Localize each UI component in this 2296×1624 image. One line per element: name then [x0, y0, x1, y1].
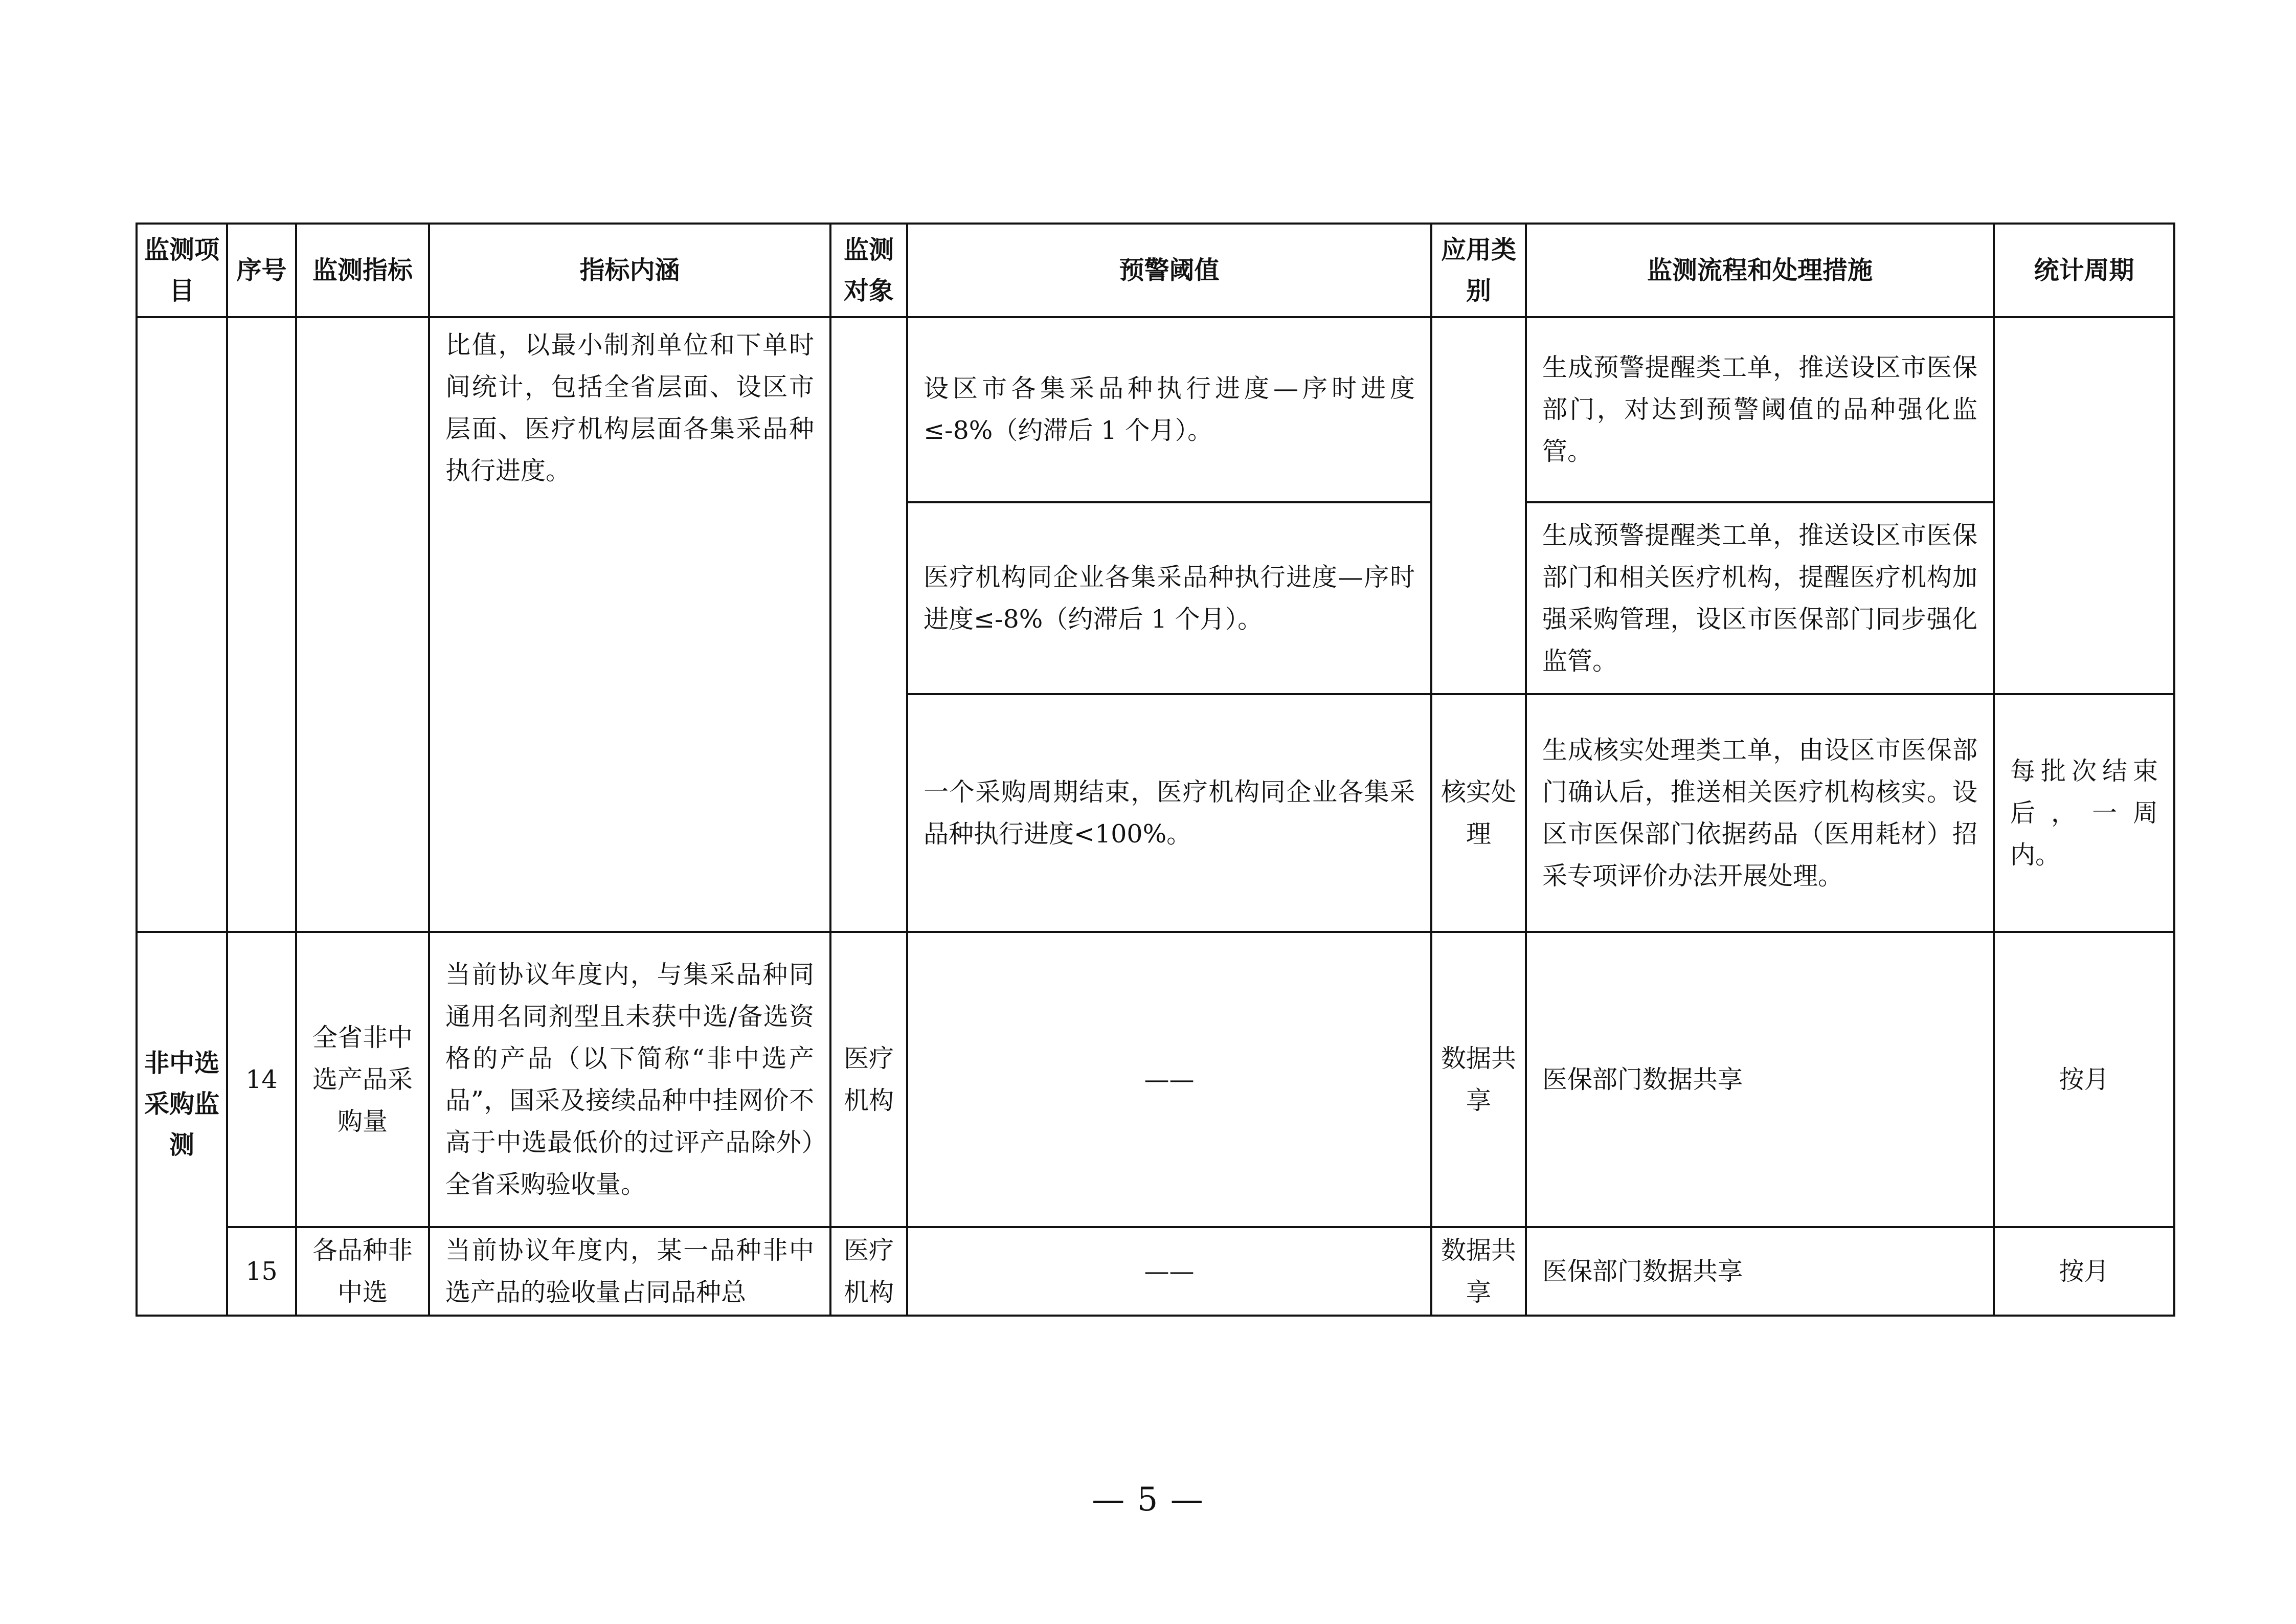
cell-seq-continued	[227, 317, 296, 932]
table-row	[137, 317, 2174, 502]
header-category: 应用类别	[1431, 224, 1526, 317]
cell-threshold: 一个采购周期结束，医疗机构同企业各集采品种执行进度<100%。	[907, 694, 1431, 932]
cell-process: 医保部门数据共享	[1526, 1227, 1994, 1316]
cell-period: 每批次结束后，一周内。	[1994, 694, 2174, 932]
cell-seq: 15	[227, 1227, 296, 1316]
cell-period-empty	[1994, 317, 2174, 694]
cell-target: 医疗机构	[830, 1227, 907, 1316]
cell-threshold: 设区市各集采品种执行进度—序时进度≤-8%（约滞后 1 个月）。	[907, 317, 1431, 502]
cell-process: 生成核实处理类工单，由设区市医保部门确认后，推送相关医疗机构核实。设区市医保部门依据药品（医用耗材）招采专项评价办法开展处理。	[1526, 694, 1994, 932]
cell-project-continued	[137, 317, 227, 932]
header-indicator: 监测指标	[296, 224, 429, 317]
cell-period: 按月	[1994, 1227, 2174, 1316]
cell-category: 数据共享	[1431, 1227, 1526, 1316]
cell-meaning-continued: 比值，以最小制剂单位和下单时间统计，包括全省层面、设区市层面、医疗机构层面各集采品种执行进度。	[429, 317, 830, 932]
header-process: 监测流程和处理措施	[1526, 224, 1994, 317]
cell-indicator-continued	[296, 317, 429, 932]
cell-category: 数据共享	[1431, 932, 1526, 1227]
header-period: 统计周期	[1994, 224, 2174, 317]
cell-indicator: 各品种非中选	[296, 1227, 429, 1316]
page-number: — 5 —	[1092, 1481, 1204, 1519]
cell-project-section: 非中选采购监测	[137, 932, 227, 1316]
header-meaning: 指标内涵	[429, 224, 830, 317]
cell-category-empty	[1431, 317, 1526, 694]
cell-threshold: 医疗机构同企业各集采品种执行进度—序时进度≤-8%（约滞后 1 个月）。	[907, 502, 1431, 694]
header-threshold: 预警阈值	[907, 224, 1431, 317]
cell-process: 医保部门数据共享	[1526, 932, 1994, 1227]
cell-meaning: 当前协议年度内，与集采品种同通用名同剂型且未获中选/备选资格的产品（以下简称“非中选产品”，国采及接续品种中挂网价不高于中选最低价的过评产品除外）全省采购验收量。	[429, 932, 830, 1227]
cell-threshold: ——	[907, 1227, 1431, 1316]
cell-threshold: ——	[907, 932, 1431, 1227]
cell-meaning: 当前协议年度内，某一品种非中选产品的验收量占同品种总	[429, 1227, 830, 1316]
table-header-row	[137, 224, 2174, 317]
cell-category: 核实处理	[1431, 694, 1526, 932]
cell-period: 按月	[1994, 932, 2174, 1227]
header-project: 监测项目	[137, 224, 227, 317]
table-row	[137, 1227, 2174, 1316]
header-seq: 序号	[227, 224, 296, 317]
monitoring-table	[136, 223, 2175, 1317]
cell-target: 医疗机构	[830, 932, 907, 1227]
cell-seq: 14	[227, 932, 296, 1227]
cell-target-continued	[830, 317, 907, 932]
cell-process: 生成预警提醒类工单，推送设区市医保部门，对达到预警阈值的品种强化监管。	[1526, 317, 1994, 502]
cell-process: 生成预警提醒类工单，推送设区市医保部门和相关医疗机构，提醒医疗机构加强采购管理，设区市医保部门同步强化监管。	[1526, 502, 1994, 694]
header-target: 监测对象	[830, 224, 907, 317]
cell-indicator: 全省非中选产品采购量	[296, 932, 429, 1227]
table-row	[137, 932, 2174, 1227]
